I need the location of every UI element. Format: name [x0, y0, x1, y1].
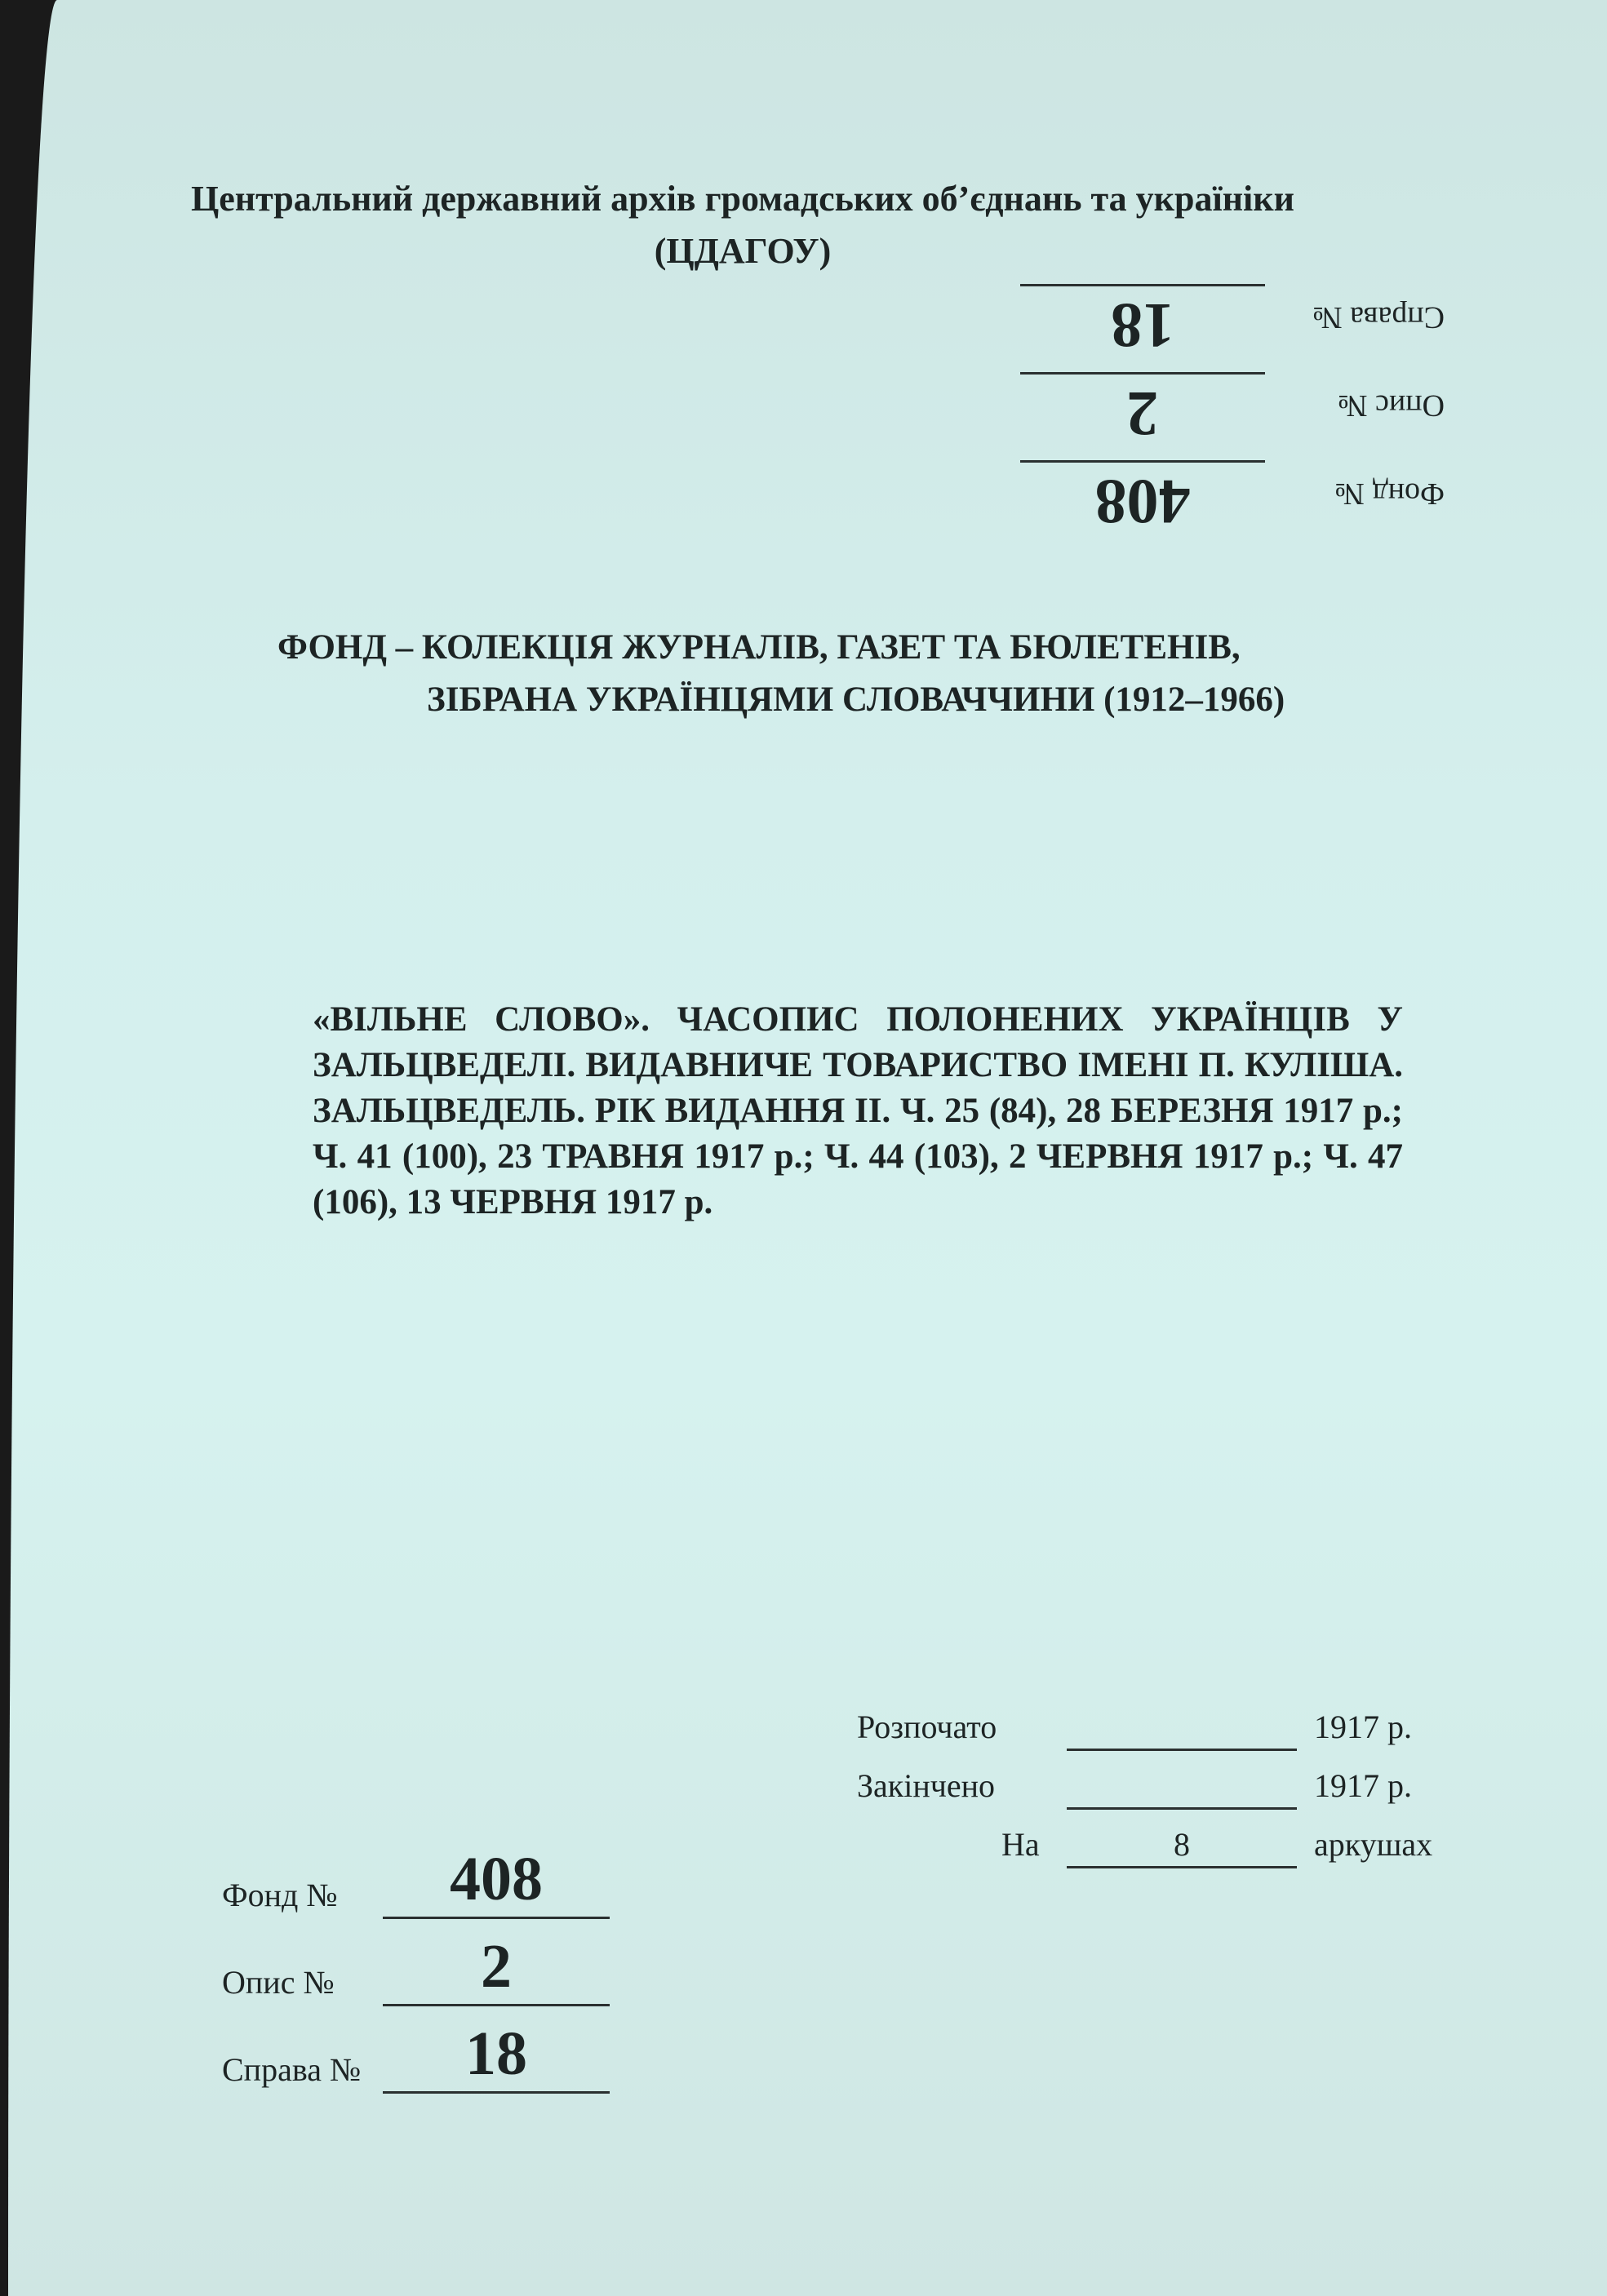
flipped-sprava-row	[1020, 285, 1445, 366]
case-title: «ВІЛЬНЕ СЛОВО». ЧАСОПИС ПОЛОНЕНИХ УКРАЇНЦІВ У ЗАЛЬЦВЕДЕЛІ. ВИДАВНИЧЕ ТОВАРИСТВО ІМЕНІ П. КУЛІША. ЗАЛЬЦВЕДЕЛЬ. РІК ВИДАННЯ ІІ. Ч. 25 (84), 28 БЕРЕЗНЯ 1917 р.; Ч. 41 (100), 23 ТРАВНЯ 1917 р.; Ч. 44 (103), 2 ЧЕРВНЯ 1917 р.; Ч. 47 (106), 13 ЧЕРВНЯ 1917 р.	[313, 1000, 1403, 1221]
flipped-opys-row	[1020, 373, 1445, 454]
flipped-opys-value: 2	[1126, 379, 1159, 450]
fond-number: 408	[383, 1842, 610, 1919]
sprava-label: Справа №	[222, 2051, 362, 2088]
fond-description-line2: ЗІБРАНА УКРАЇНЦЯМИ СЛОВАЧЧИНИ (1912–1966)	[427, 680, 1285, 719]
archive-cover-sheet	[8, 0, 1607, 2296]
started-year: 1917 р.	[1314, 1709, 1412, 1745]
started-value	[1067, 1708, 1297, 1751]
flipped-fond-line	[1020, 460, 1265, 463]
flipped-sprava-line	[1020, 284, 1265, 286]
opys-label: Опис №	[222, 1964, 335, 2001]
archive-name-line1: Центральний державний архів громадських об’єднань та україніки	[191, 179, 1294, 219]
finished-value	[1067, 1766, 1297, 1810]
archive-reference-fields	[222, 1832, 630, 2094]
fond-description-line1: ФОНД – КОЛЕКЦІЯ ЖУРНАЛІВ, ГАЗЕТ ТА БЮЛЕТЕНІВ,	[277, 628, 1241, 667]
fond-label: Фонд №	[222, 1877, 338, 1913]
opys-number: 2	[383, 1929, 610, 2006]
finished-label: Закінчено	[857, 1767, 996, 1804]
flipped-fond-label: Фонд №	[1334, 476, 1445, 511]
fond-row	[222, 1832, 630, 1919]
archive-name-abbrev: (ЦДАГОУ)	[654, 231, 832, 271]
upside-down-fields	[1020, 290, 1445, 543]
flipped-fond-row	[1020, 461, 1445, 543]
flipped-opys-line	[1020, 372, 1265, 375]
sheets-row	[857, 1820, 1559, 1879]
sheets-label: На	[1001, 1826, 1040, 1863]
started-label: Розпочато	[857, 1709, 997, 1745]
sprava-row	[222, 2006, 630, 2094]
finished-row	[857, 1762, 1559, 1820]
sprava-number: 18	[383, 2016, 610, 2094]
sheets-suffix: аркушах	[1314, 1826, 1433, 1863]
flipped-opys-label: Опис №	[1338, 388, 1445, 423]
started-row	[857, 1703, 1559, 1762]
finished-year: 1917 р.	[1314, 1767, 1412, 1804]
flipped-sprava-label: Справа №	[1312, 300, 1445, 335]
archive-name	[171, 173, 1314, 277]
flipped-sprava-value: 18	[1111, 290, 1174, 361]
sheets-count: 8	[1067, 1825, 1297, 1868]
fond-description	[277, 622, 1285, 726]
date-range-block	[857, 1703, 1559, 1879]
opys-row	[222, 1919, 630, 2006]
flipped-fond-value: 408	[1094, 467, 1191, 538]
